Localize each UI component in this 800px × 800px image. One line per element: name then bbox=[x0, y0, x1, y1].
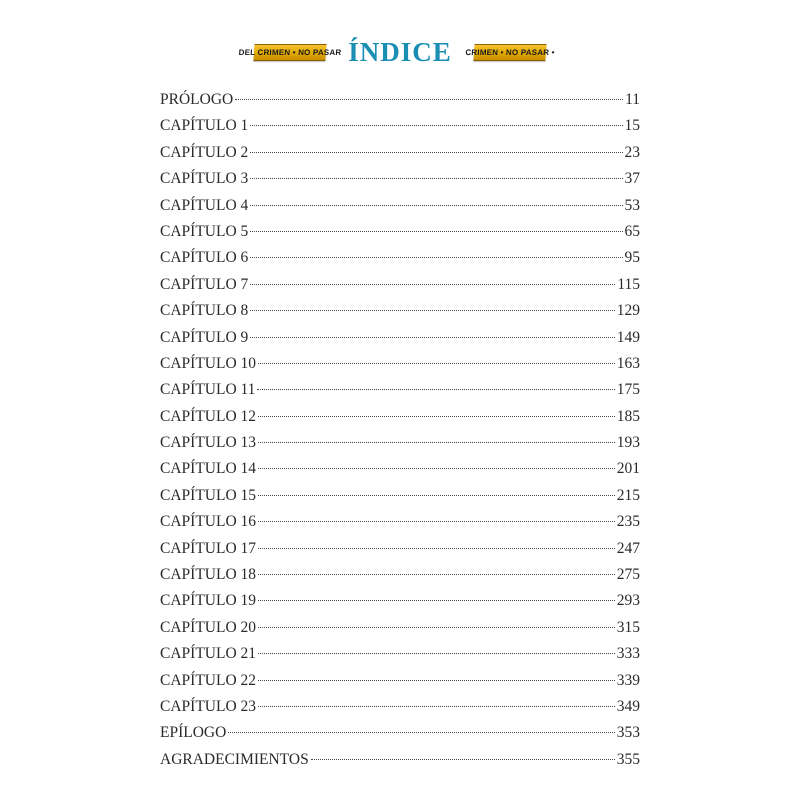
toc-entry-page-number: 353 bbox=[616, 724, 640, 742]
dot-leader bbox=[250, 125, 622, 126]
toc-entry bbox=[160, 509, 640, 535]
toc-entry bbox=[160, 325, 640, 351]
toc-entry-label: CAPÍTULO 8 bbox=[160, 302, 249, 320]
toc-entry bbox=[160, 456, 640, 482]
toc-entry-page-number: 339 bbox=[616, 671, 640, 689]
toc-entry bbox=[160, 404, 640, 430]
toc-entry bbox=[160, 536, 640, 562]
toc-entry-page-number: 65 bbox=[624, 222, 640, 240]
toc-entry-label: CAPÍTULO 21 bbox=[160, 645, 257, 663]
toc-entry-label: CAPÍTULO 17 bbox=[160, 539, 257, 557]
dot-leader bbox=[250, 231, 622, 232]
toc-entry bbox=[160, 615, 640, 641]
toc-entry-page-number: 115 bbox=[617, 275, 640, 293]
toc-entry-page-number: 23 bbox=[624, 143, 640, 161]
toc-entry-label: CAPÍTULO 16 bbox=[160, 513, 257, 531]
toc-entry-label: CAPÍTULO 18 bbox=[160, 566, 257, 584]
toc-entry-page-number: 149 bbox=[616, 328, 640, 346]
dot-leader bbox=[250, 178, 622, 179]
toc-entry-label: CAPÍTULO 11 bbox=[160, 381, 256, 399]
dot-leader bbox=[258, 442, 615, 443]
toc-entry-label: PRÓLOGO bbox=[160, 91, 234, 108]
dot-leader bbox=[258, 627, 615, 628]
toc-entry bbox=[160, 351, 640, 377]
toc-entry-label: CAPÍTULO 23 bbox=[160, 697, 257, 715]
toc-entry bbox=[160, 483, 640, 509]
dot-leader bbox=[250, 152, 622, 153]
toc-entry-page-number: 355 bbox=[616, 750, 640, 768]
dot-leader bbox=[250, 257, 622, 258]
dot-leader bbox=[258, 468, 615, 469]
dot-leader bbox=[258, 495, 615, 496]
dot-leader bbox=[258, 600, 615, 601]
index-header bbox=[0, 32, 800, 72]
toc-entry-page-number: 175 bbox=[616, 381, 640, 399]
toc-entry-label: CAPÍTULO 7 bbox=[160, 275, 249, 293]
dot-leader bbox=[258, 706, 615, 707]
toc-entry-page-number: 201 bbox=[616, 460, 640, 478]
toc-entry bbox=[160, 245, 640, 271]
dot-leader bbox=[250, 337, 614, 338]
toc-entry-label: CAPÍTULO 13 bbox=[160, 434, 257, 452]
toc-entry-page-number: 315 bbox=[616, 618, 640, 636]
toc-entry-page-number: 185 bbox=[616, 407, 640, 425]
dot-leader bbox=[228, 732, 614, 733]
toc-entry-page-number: 163 bbox=[616, 354, 640, 372]
toc-entry-page-number: 349 bbox=[616, 697, 640, 715]
toc-entry-label: CAPÍTULO 4 bbox=[160, 196, 249, 214]
toc-entry-label: CAPÍTULO 1 bbox=[160, 117, 249, 135]
dot-leader bbox=[258, 680, 615, 681]
toc-entry-label: CAPÍTULO 15 bbox=[160, 486, 257, 504]
crime-tape-right-text: CRIMEN • NO PASAR • bbox=[464, 47, 555, 57]
page-title: ÍNDICE bbox=[348, 37, 452, 67]
toc-entry bbox=[160, 298, 640, 324]
dot-leader bbox=[311, 759, 615, 760]
toc-entry-page-number: 11 bbox=[625, 91, 640, 108]
dot-leader bbox=[258, 548, 615, 549]
toc-entry bbox=[160, 720, 640, 746]
dot-leader bbox=[258, 521, 615, 522]
toc-entry bbox=[160, 193, 640, 219]
dot-leader bbox=[250, 284, 615, 285]
toc-entry-page-number: 247 bbox=[616, 539, 640, 557]
toc-entry-label: CAPÍTULO 10 bbox=[160, 354, 257, 372]
toc-entry-page-number: 95 bbox=[624, 249, 640, 267]
crime-tape-left-icon bbox=[238, 44, 342, 61]
dot-leader bbox=[250, 310, 614, 311]
toc-entry-page-number: 235 bbox=[616, 513, 640, 531]
dot-leader bbox=[258, 363, 615, 364]
dot-leader bbox=[257, 389, 614, 390]
toc-entry bbox=[160, 430, 640, 456]
toc-entry bbox=[160, 377, 640, 403]
toc-entry-page-number: 215 bbox=[616, 486, 640, 504]
dot-leader bbox=[250, 205, 622, 206]
toc-entry-page-number: 53 bbox=[624, 196, 640, 214]
crime-tape-left-text: DEL CRIMEN • NO PASAR bbox=[238, 47, 342, 57]
table-of-contents bbox=[160, 87, 640, 773]
toc-entry-page-number: 333 bbox=[616, 645, 640, 663]
toc-entry bbox=[160, 219, 640, 245]
toc-entry bbox=[160, 668, 640, 694]
toc-entry-label: EPÍLOGO bbox=[160, 724, 227, 742]
dot-leader bbox=[258, 416, 615, 417]
toc-entry bbox=[160, 641, 640, 667]
toc-entry-page-number: 15 bbox=[624, 117, 640, 135]
toc-entry-label: CAPÍTULO 19 bbox=[160, 592, 257, 610]
toc-entry-label: CAPÍTULO 5 bbox=[160, 222, 249, 240]
toc-entry bbox=[160, 166, 640, 192]
toc-entry-label: CAPÍTULO 3 bbox=[160, 170, 249, 188]
toc-entry bbox=[160, 694, 640, 720]
dot-leader bbox=[235, 99, 623, 100]
dot-leader bbox=[258, 574, 615, 575]
toc-entry bbox=[160, 113, 640, 139]
toc-entry bbox=[160, 747, 640, 773]
toc-entry bbox=[160, 588, 640, 614]
toc-entry bbox=[160, 272, 640, 298]
toc-entry-label: CAPÍTULO 12 bbox=[160, 407, 257, 425]
toc-entry-page-number: 193 bbox=[616, 434, 640, 452]
toc-entry-page-number: 293 bbox=[616, 592, 640, 610]
toc-entry bbox=[160, 87, 640, 113]
toc-entry-label: CAPÍTULO 6 bbox=[160, 249, 249, 267]
toc-entry bbox=[160, 562, 640, 588]
dot-leader bbox=[258, 653, 615, 654]
toc-entry-label: CAPÍTULO 9 bbox=[160, 328, 249, 346]
toc-entry-page-number: 129 bbox=[616, 302, 640, 320]
toc-entry-label: AGRADECIMIENTOS bbox=[160, 750, 309, 768]
toc-entry-label: CAPÍTULO 2 bbox=[160, 143, 249, 161]
toc-entry-label: CAPÍTULO 20 bbox=[160, 618, 257, 636]
toc-entry-page-number: 37 bbox=[624, 170, 640, 188]
toc-entry bbox=[160, 140, 640, 166]
toc-entry-page-number: 275 bbox=[616, 566, 640, 584]
toc-entry-label: CAPÍTULO 14 bbox=[160, 460, 257, 478]
toc-entry-label: CAPÍTULO 22 bbox=[160, 671, 257, 689]
crime-tape-right-icon bbox=[464, 44, 555, 61]
